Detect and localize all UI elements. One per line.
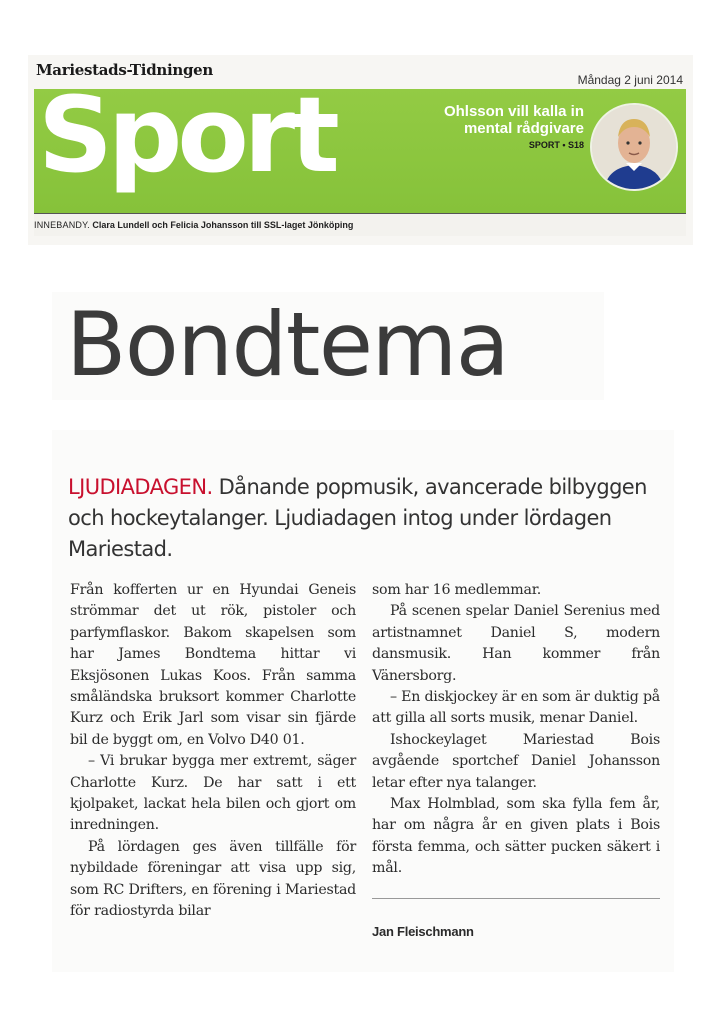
paragraph: – Vi brukar bygga mer extremt, säger Charlotte Kurz. De har satt i ett kjolpaket, lackat hela bilen och gjort om inredningen. [70,753,356,834]
paragraph: – En diskjockey är en som är duktig på att gilla all sorts musik, menar Daniel. [372,689,660,727]
right-column [372,580,660,942]
paragraph: Max Holmblad, som ska fylla fem år, har om några år en given plats i Bois första femma, och sätter pucken säkert i mål. [372,796,660,877]
ingress-text: Dånande popmusik, avancerade bilbyggen och hockeytalanger. Ljudiadagen intog under lördagen Mariestad. [68,475,647,561]
info-bar-text: Clara Lundell och Felicia Johansson till SSL-laget Jönköping [92,220,354,230]
paragraph: På scenen spelar Daniel Serenius med artistnamnet Daniel S, modern dansmusik. Han kommer från Vänersborg. [372,603,660,684]
teaser-box [434,103,584,150]
paragraph: Från kofferten ur en Hyundai Geneis strömmar det ut rök, pistoler och parfymflaskor. Bakom skapelsen som har James Bondtema hittar vi Eksjösonen Lukas Koos. Från samma småländska bruksort kommer Charlotte Kurz och Erik Jarl som visar sin fjärde bil de byggt om, en Volvo D40 01. [70,582,356,748]
portrait-icon [592,105,676,189]
article-body-clipping [52,430,674,972]
article-byline: Jan Fleischmann [372,923,474,939]
info-bar [34,213,686,236]
info-bar-kicker: INNEBANDY. [34,220,90,230]
ingress-kicker: LJUDIADAGEN. [68,475,213,499]
newspaper-logo: Mariestads-Tidningen [36,61,214,79]
teaser-headline: Ohlsson vill kalla in mental rådgivare [443,103,584,137]
left-column [70,580,356,923]
headline-clipping [52,292,604,400]
byline-divider [372,898,660,899]
paragraph: På lördagen ges även tillfälle för nybildade föreningar att visa upp sig, som RC Drifters, en förening i Mariestad för radiostyrda bilar [70,838,356,920]
section-title: Sport [38,74,335,196]
article-headline: Bondtema [66,293,509,396]
sport-masthead [28,55,693,245]
paragraph: Ishockeylaget Mariestad Bois avgående sportchef Daniel Johansson letar efter nya talanger. [372,731,660,791]
teaser-page-reference: SPORT • S18 [528,140,584,150]
player-portrait-photo [590,103,678,191]
paragraph: som har 16 medlemmar. [372,582,541,598]
issue-date: Måndag 2 juni 2014 [577,73,683,87]
article-ingress [68,472,658,565]
